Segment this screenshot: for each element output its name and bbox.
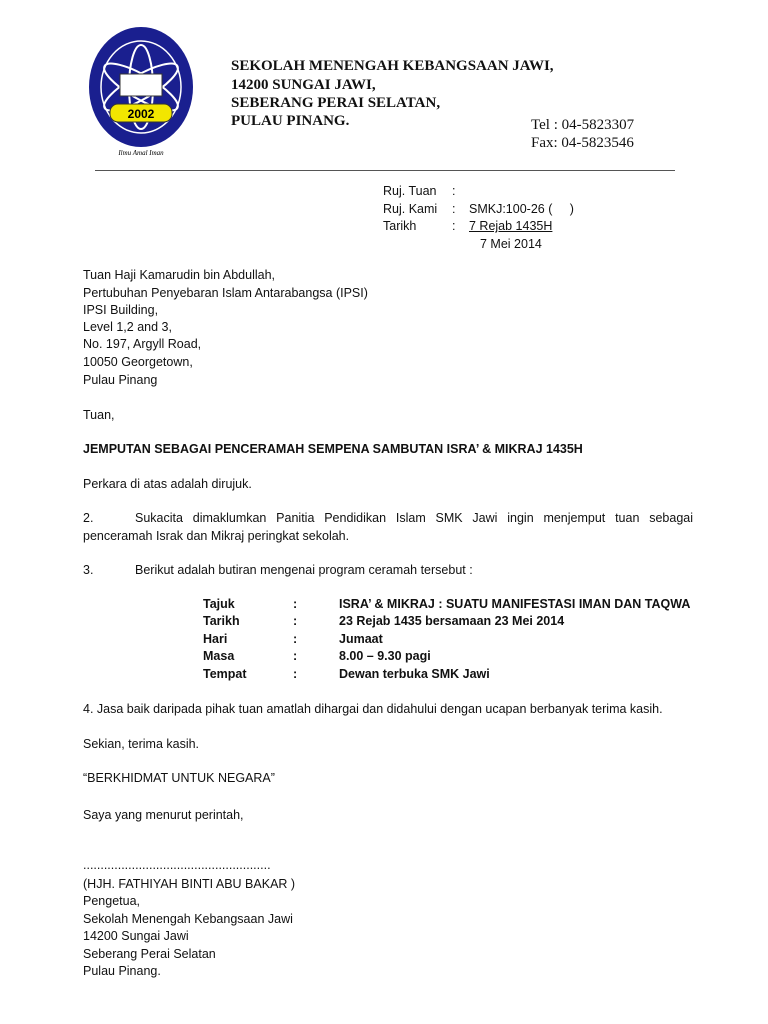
detail-sep: : [293, 667, 298, 681]
signatory-name: (HJH. FATHIYAH BINTI ABU BAKAR ) [83, 877, 296, 891]
motto: “BERKHIDMAT UNTUK NEGARA” [83, 771, 275, 785]
detail-label: Hari [203, 632, 228, 646]
school-name: SEKOLAH MENENGAH KEBANGSAAN JAWI, [231, 58, 554, 74]
paragraph-2: Sukacita dimaklumkan Panitia Pendidikan Islam SMK Jawi ingin menjemput tuan sebagai penceramah Israk dan Mikraj peringkat sekolah. [83, 511, 693, 543]
gregorian-date: 7 Mei 2014 [480, 237, 542, 251]
ref-label: Tarikh [383, 219, 417, 233]
recipient-line: Tuan Haji Kamarudin bin Abdullah, [83, 268, 276, 282]
signatory-line: Pengetua, [83, 894, 140, 908]
detail-sep: : [293, 649, 298, 663]
detail-value: 23 Rejab 1435 bersamaan 23 Mei 2014 [339, 614, 565, 628]
subject: JEMPUTAN SEBAGAI PENCERAMAH SEMPENA SAMBUTAN ISRA’ & MIKRAJ 1435H [83, 442, 583, 456]
ref-value: SMKJ:100-26 ( ) [469, 202, 574, 216]
salutation: Tuan, [83, 408, 115, 422]
detail-label: Tajuk [203, 597, 235, 611]
logo-year: 2002 [127, 107, 155, 121]
ref-sep: : [452, 219, 456, 233]
signatory-line: 14200 Sungai Jawi [83, 929, 189, 943]
recipient-line: Pulau Pinang [83, 373, 158, 387]
recipient-line: IPSI Building, [83, 303, 159, 317]
address-line: 14200 SUNGAI JAWI, [231, 77, 376, 93]
address-line: PULAU PINANG. [231, 113, 350, 129]
ref-label: Ruj. Tuan [383, 184, 437, 198]
sign-off: Saya yang menurut perintah, [83, 808, 244, 822]
recipient-line: 10050 Georgetown, [83, 355, 193, 369]
signatory-line: Seberang Perai Selatan [83, 947, 216, 961]
paragraph-4: 4. Jasa baik daripada pihak tuan amatlah dihargai dan didahului dengan ucapan berbanyak terima kasih. [83, 702, 663, 716]
ref-sep: : [452, 184, 456, 198]
header-divider [95, 170, 675, 171]
recipient-line: No. 197, Argyll Road, [83, 337, 202, 351]
telephone: Tel : 04-5823307 [531, 117, 635, 133]
detail-sep: : [293, 614, 298, 628]
para-2-number: 2. [83, 511, 94, 525]
para-3-number: 3. [83, 563, 94, 577]
closing: Sekian, terima kasih. [83, 737, 200, 751]
recipient-line: Level 1,2 and 3, [83, 320, 172, 334]
detail-sep: : [293, 597, 298, 611]
ref-sep: : [452, 202, 456, 216]
detail-value: Dewan terbuka SMK Jawi [339, 667, 490, 681]
recipient-line: Pertubuhan Penyebaran Islam Antarabangsa (IPSI) [83, 286, 368, 300]
paragraph-3: Berikut adalah butiran mengenai program ceramah tersebut : [135, 563, 473, 577]
svg-text:Ilmu Amal Iman: Ilmu Amal Iman [118, 149, 164, 157]
hijri-date: 7 Rejab 1435H [469, 219, 553, 233]
detail-value: Jumaat [339, 632, 383, 646]
detail-value: 8.00 – 9.30 pagi [339, 649, 431, 663]
school-logo [80, 22, 202, 162]
fax: Fax: 04-5823546 [531, 135, 634, 151]
ref-label: Ruj. Kami [383, 202, 438, 216]
paragraph-1: Perkara di atas adalah dirujuk. [83, 477, 252, 491]
signature-line: ...................................................... [83, 858, 271, 872]
detail-label: Tarikh [203, 614, 240, 628]
detail-label: Masa [203, 649, 235, 663]
signatory-line: Sekolah Menengah Kebangsaan Jawi [83, 912, 293, 926]
detail-label: Tempat [203, 667, 247, 681]
detail-sep: : [293, 632, 298, 646]
signatory-line: Pulau Pinang. [83, 964, 161, 978]
detail-value: ISRA’ & MIKRAJ : SUATU MANIFESTASI IMAN DAN TAQWA [339, 597, 691, 611]
address-line: SEBERANG PERAI SELATAN, [231, 95, 441, 111]
